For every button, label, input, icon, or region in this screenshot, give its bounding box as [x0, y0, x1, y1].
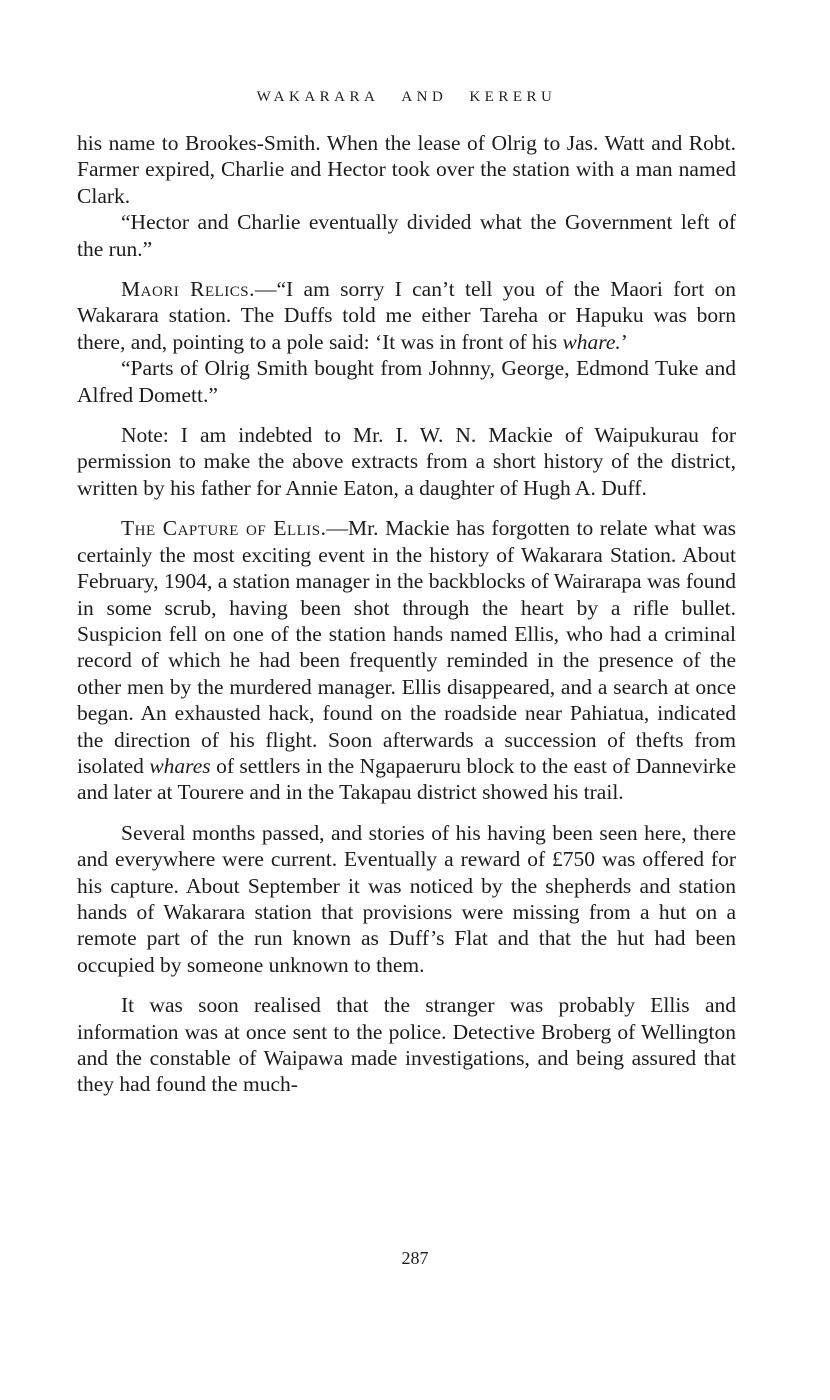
paragraph-several-months: Several months passed, and stories of his having been seen here, there and everywhere were current. Eventually a reward of £750 was offered for his capture. About September it was noticed by the shepherds and station hands of Wakarara station that provisions were missing from a hut on a remote part of the run known as Duff’s Flat and that the hut had been occupied by someone unknown to them.	[77, 820, 736, 977]
running-head-word-2: AND	[401, 89, 448, 105]
paragraph-maori-relics-end: ’	[620, 329, 628, 354]
paragraph-capture-of-ellis	[77, 515, 736, 805]
page-body	[77, 88, 736, 1098]
paragraph-maori-relics	[77, 276, 736, 355]
paragraph-2: “Hector and Charlie eventually divided what the Government left of the run.”	[77, 210, 736, 261]
paragraph-soon-realised: It was soon realised that the stranger was probably Ellis and information was at once sent to the police. Detective Broberg of Wellington and the constable of Waipawa made investigations, and being assured that they had found the much-	[77, 993, 736, 1097]
section-heading-capture-of-ellis: The Capture of Ellis.	[121, 516, 327, 541]
paragraph-note: Note: I am indebted to Mr. I. W. N. Mackie of Waipukurau for permission to make the above extracts from a short history of the district, written by his father for Annie Eaton, a daughter of Hugh A. Duff.	[77, 423, 736, 500]
italic-whares: whares	[149, 753, 211, 778]
running-head-word-3: KERERU	[469, 89, 557, 105]
paragraph-maori-relics-text: —“I am sorry I can’t tell you of the Maori fort on Wakarara station. The Duffs told me either Tareha or Hapuku was born there, and, pointing to a pole said: ‘It was in front of his	[77, 277, 736, 354]
paragraph-capture-end: of settlers in the Ngapaeruru block to the east of Dannevirke and later at Tourere and in the Takapau district showed his trail.	[77, 753, 737, 805]
italic-whare: whare.	[562, 329, 621, 354]
paragraph-capture-text: —Mr. Mackie has forgotten to relate what was certainly the most exciting event in the history of Wakarara Station. About February, 1904, a station manager in the backblocks of Wairarapa was found in some scrub, having been shot through the heart by a rifle bullet. Suspicion fell on one of the station hands named Ellis, who had a criminal record of which he had been frequently reminded in the presence of the other men by the murdered manager. Ellis disappeared, and a search at once began. An exhausted hack, found on the roadside near Pahiatua, indicated the direction of his flight. Soon afterwards a succession of thefts from isolated	[77, 516, 736, 778]
paragraph-1: his name to Brookes-Smith. When the lease of Olrig to Jas. Watt and Robt. Farmer expired, Charlie and Hector took over the station with a man named Clark.	[77, 131, 736, 208]
running-head-word-1: WAKARARA	[256, 89, 380, 105]
page-number: 287	[401, 1248, 429, 1268]
paragraph-parts-of-olrig: “Parts of Olrig Smith bought from Johnny, George, Edmond Tuke and Alfred Domett.”	[77, 356, 736, 407]
running-head	[77, 88, 736, 106]
section-heading-maori-relics: Maori Relics.	[121, 277, 255, 302]
